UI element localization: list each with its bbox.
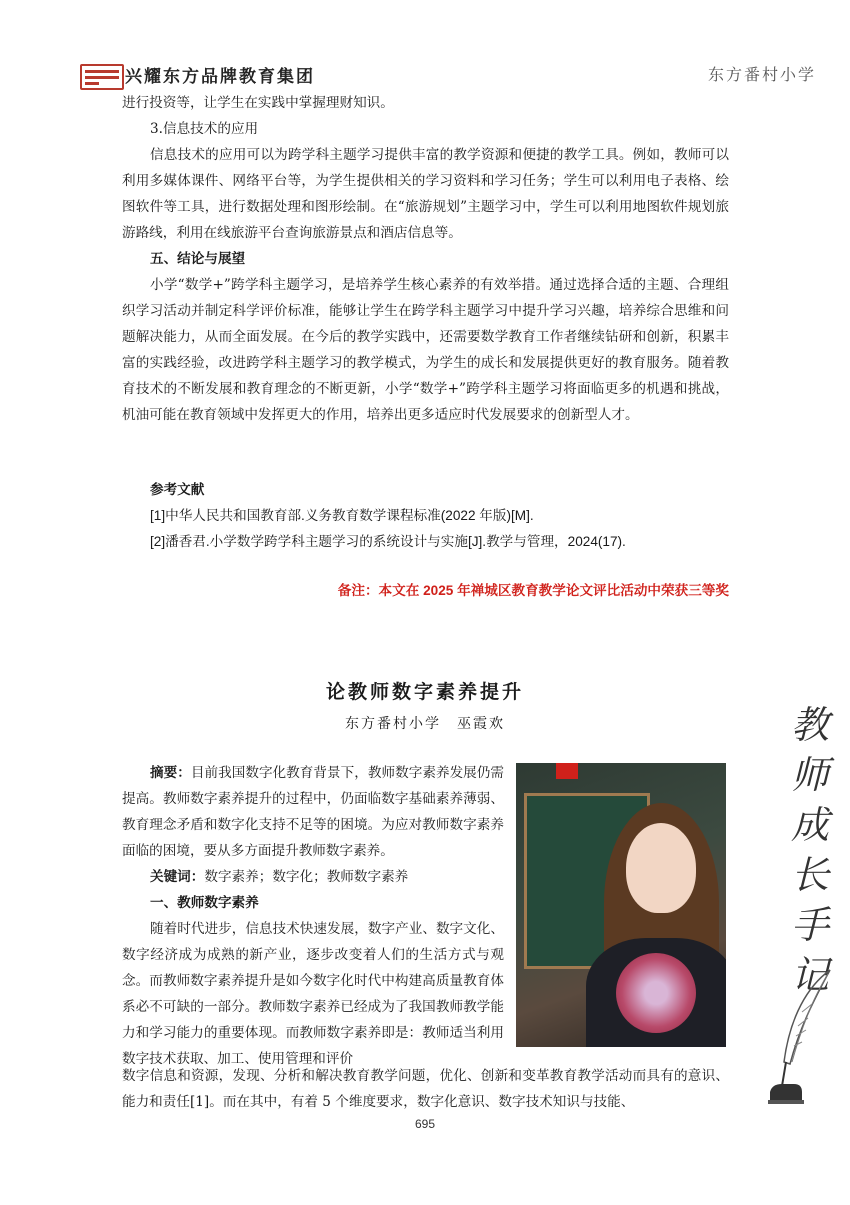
subsection-paragraph: 信息技术的应用可以为跨学科主题学习提供丰富的教学资源和便捷的教学工具。例如，教师可以利用多媒体课件、网络平台等，为学生提供相关的学习资料和学习任务；学生可以利用电子表格、绘图软件等工具，进行数据处理和图形绘制。在“旅游规划”主题学习中，学生可以利用地图软件规划旅游路线，利用在线旅游平台查询旅游景点和酒店信息等。	[122, 147, 729, 241]
continuation-paragraph: 进行投资等，让学生在实践中掌握理财知识。	[122, 95, 394, 111]
reference-item: [2]潘香君.小学数学跨学科主题学习的系统设计与实施[J].教学与管理，2024(17).	[150, 534, 626, 549]
reference-item: [1]中华人民共和国教育部.义务教育数学课程标准(2022 年版)[M].	[150, 508, 534, 523]
group-name: 兴耀东方品牌教育集团	[125, 67, 315, 87]
subsection-heading: 3.信息技术的应用	[150, 121, 259, 137]
keywords-text: 数字素养；数字化；教师数字素养	[204, 869, 409, 885]
previous-article-body	[122, 90, 729, 428]
page-number: 695	[414, 1117, 436, 1131]
sidebar-char: 成	[790, 803, 829, 847]
sidebar-vertical-title	[780, 700, 840, 1000]
sidebar-char: 长	[790, 853, 829, 897]
article-title: 论教师数字素养提升	[325, 681, 524, 703]
conclusion-paragraph: 小学“数学+”跨学科主题学习，是培养学生核心素养的有效举措。通过选择合适的主题、合理组织学习活动并制定科学评价标准，能够让学生在跨学科主题学习中提升学习兴趣，培养综合思维和问题解决能力，从而全面发展。在今后的教学实践中，还需要数学教育工作者继续钻研和创新，积累丰富的实践经验，改进跨学科主题学习的教学模式，为学生的成长和发展提供更好的教育服务。随着教育技术的不断发展和教育理念的不断更新，小学“数学+”跨学科主题学习将面临更多的机遇和挑战，机油可能在教育领域中发挥更大的作用，培养出更多适应时代发展要求的创新型人才。	[122, 277, 729, 423]
keywords-label: 关键词：	[150, 869, 205, 885]
sidebar-char: 手	[790, 903, 829, 947]
section-heading-digital-literacy: 一、教师数字素养	[150, 895, 259, 911]
group-logo	[80, 64, 124, 90]
section-heading-conclusion: 五、结论与展望	[150, 251, 246, 267]
sidebar-char: 师	[790, 753, 829, 797]
article-column-text	[122, 760, 504, 1072]
school-name-header: 东方番村小学	[708, 65, 817, 84]
quill-icon	[768, 966, 838, 1116]
section1-paragraph-continued: 数字信息和资源，发现、分析和解决教育教学问题，优化、创新和变革教育教学活动而具有的意识、能力和责任[1]。而在其中，有着 5 个维度要求，数字化意识、数字技术知识与技能、	[122, 1068, 729, 1110]
sidebar-char: 教	[790, 703, 829, 747]
references-heading: 参考文献	[150, 482, 205, 498]
abstract-text: 目前我国数字化教育背景下，教师数字素养发展仍需提高。教师数字素养提升的过程中，仍面临数字基础素养薄弱、教育理念矛盾和数字化支持不足等的困境。为应对教师数字素养面临的困境，要从多方面提升教师数字素养。	[122, 765, 505, 859]
article-full-width-text	[122, 1063, 729, 1115]
award-note: 备注：本文在 2025 年禅城区教育教学论文评比活动中荣获三等奖	[337, 583, 729, 598]
section1-paragraph: 随着时代进步，信息技术快速发展，数字产业、数字文化、数字经济成为成熟的新产业，逐步改变着人们的生活方式与观念。而教师数字素养提升是如今数字化时代中构建高质量教育体系必不可缺的一部分。教师数字素养已经成为了我国教师教学能力和学习能力的重要体现。而教师数字素养即是：教师适当利用数字技术获取、加工、使用管理和评价	[122, 921, 504, 1067]
author-photo	[516, 763, 726, 1047]
sidebar-char: 记	[790, 953, 829, 997]
abstract-label: 摘要：	[150, 765, 191, 781]
article-author: 东方番村小学 巫霞欢	[345, 716, 505, 732]
